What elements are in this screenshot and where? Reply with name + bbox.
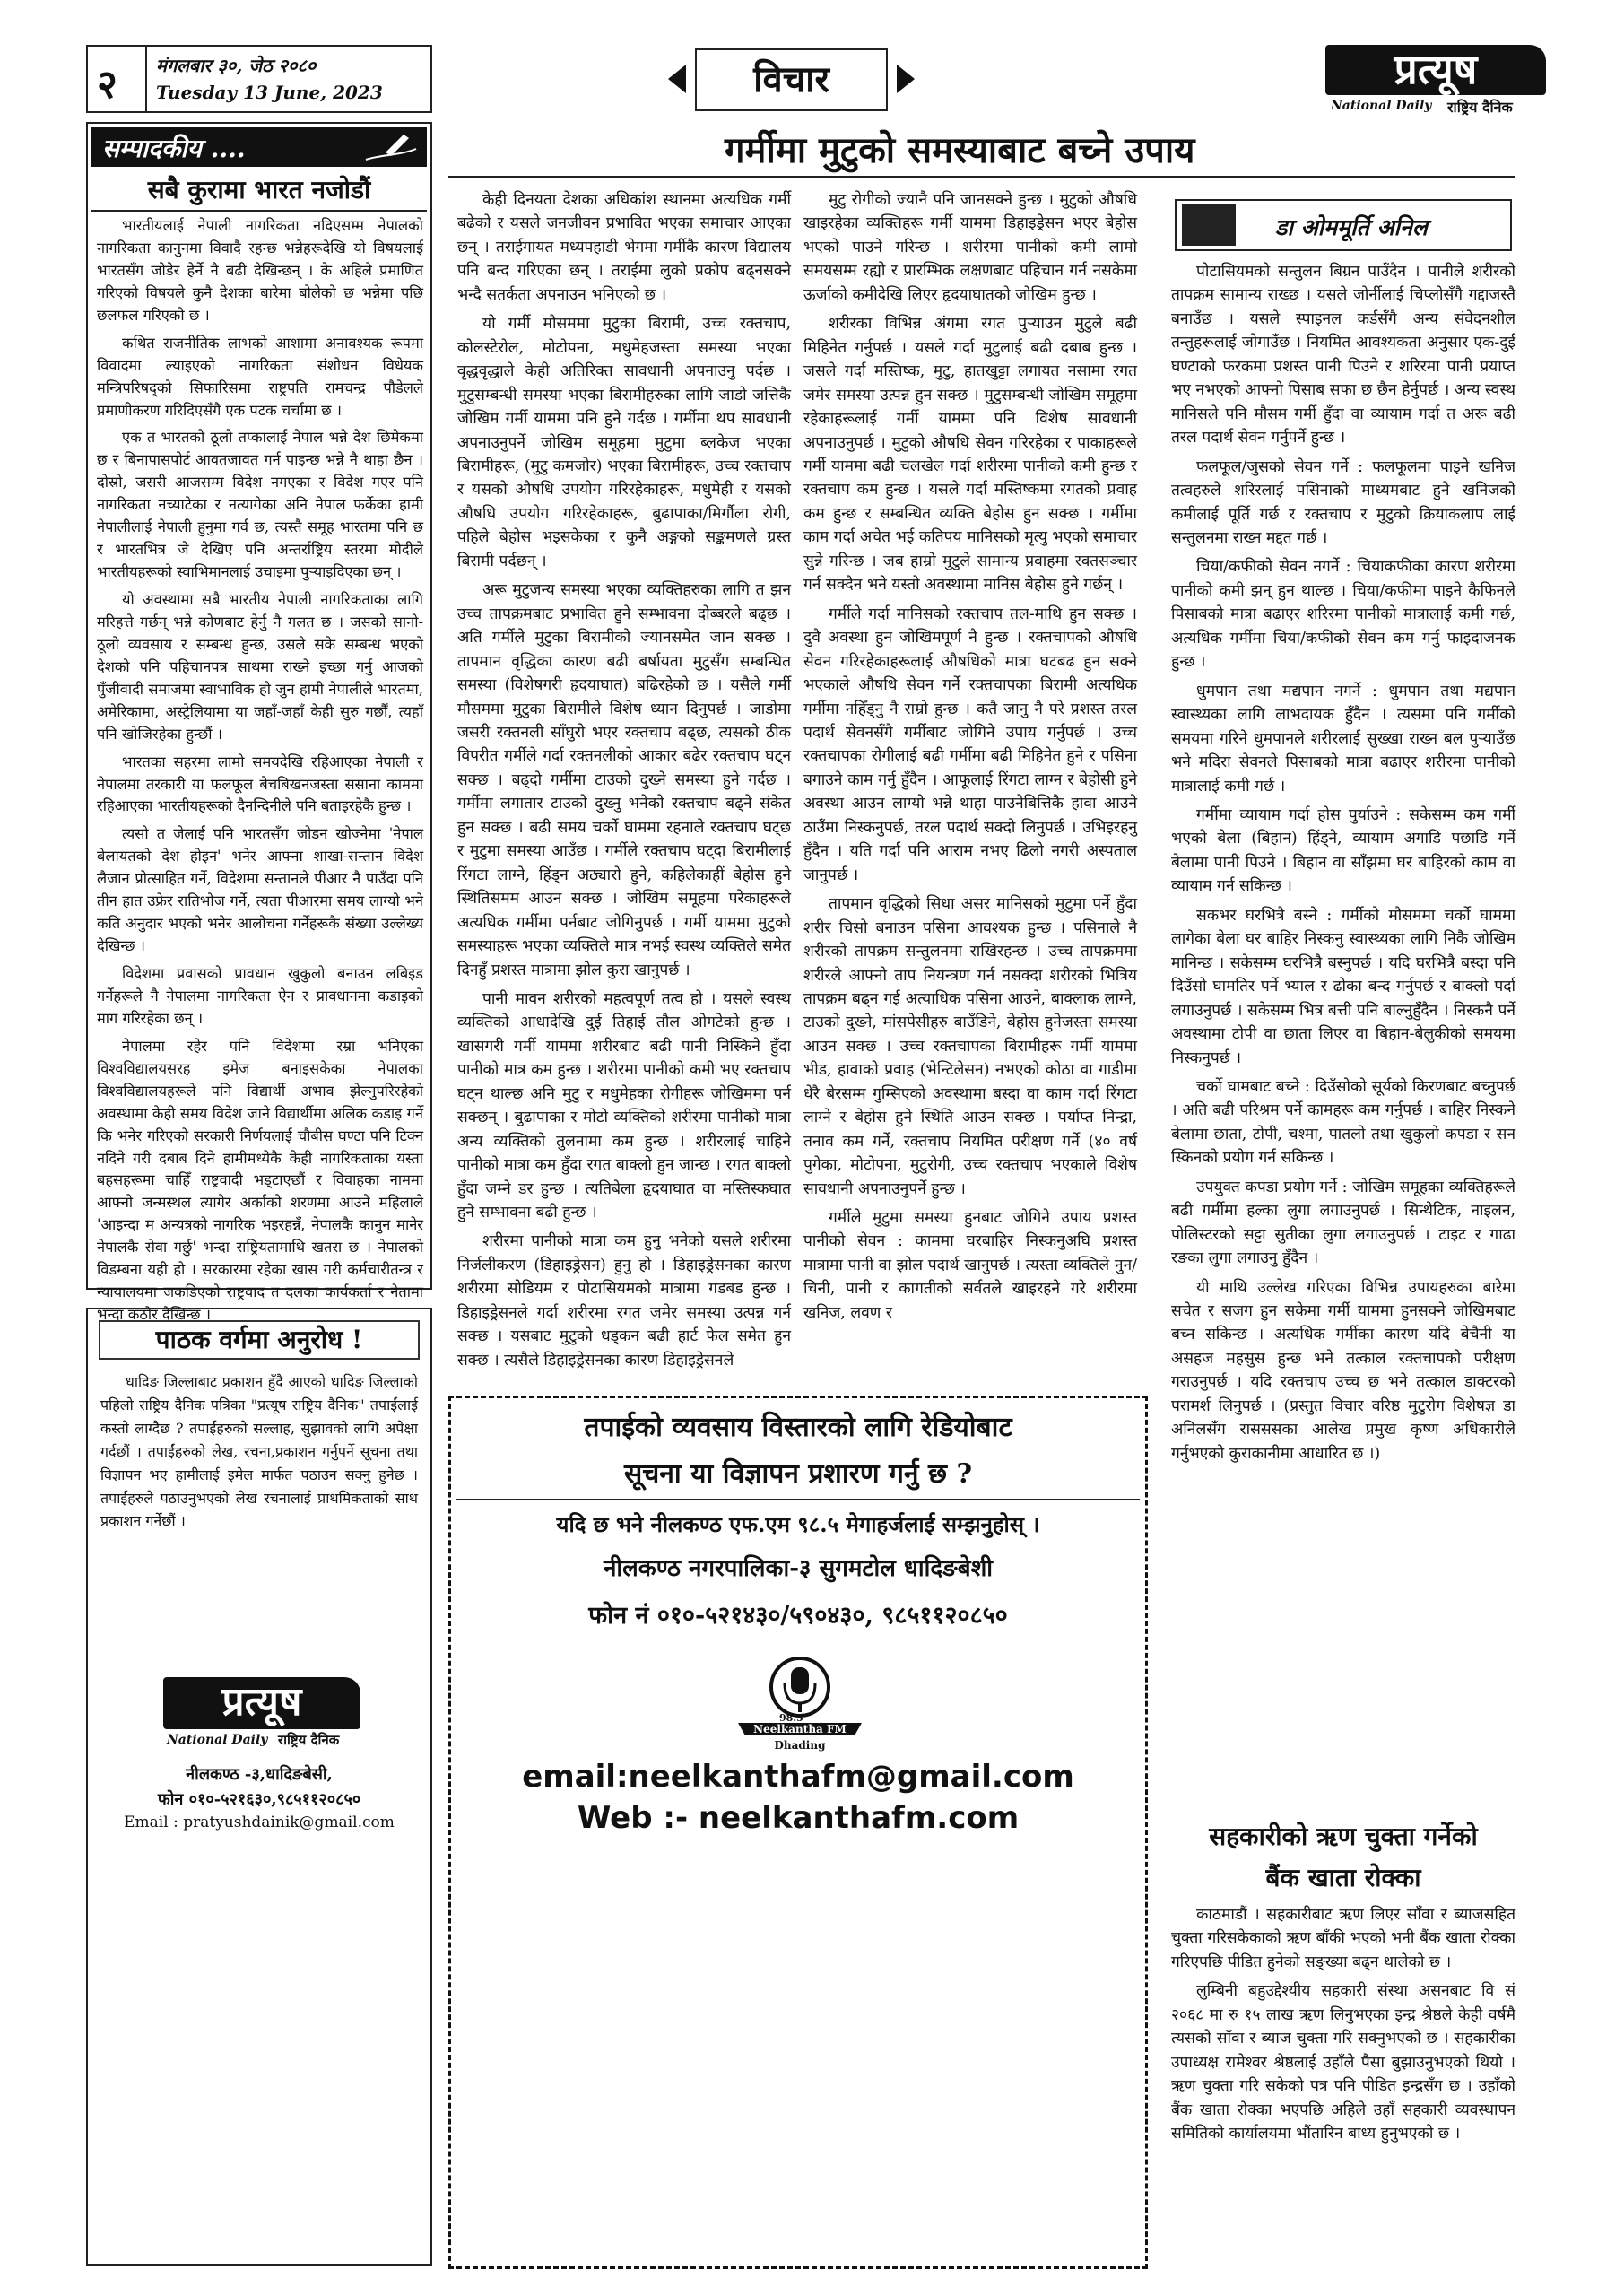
article-paragraph: तापमान वृद्धिको सिधा असर मानिसको मुटुमा पर्ने हुँदा शरीर चिसो बनाउन पसिना आवश्यक हुन्छ । पसिनाले नै शरीरको तापक्रम सन्तुलनमा राखिरहन्छ । उच्च तापक्रममा शरीरले आफ्नो ताप नियन्त्रण गर्न नसक्दा शरीरको भित्रिय तापक्रम बढ्न गई अत्याधिक पसिना आउने, बाक्लाक लाग्ने, टाउको दुख्ने, मांसपेसीहरु बाउँडिने, बेहोस हुनेजस्ता समस्या आउन सक्छ । उच्च रक्तचापका बिरामीहरू गर्मी याममा भीड, हावाको प्रवाह (भेन्टिलेसन) नभएको कोठा वा गाडीमा धेरै बेरसम्म गुम्सिएको अवस्थामा बस्दा वा काम गर्दा रिंगटा लाग्ने र बेहोस हुने स्थिति आउन सक्छ । पर्याप्त निन्द्रा, तनाव कम गर्ने, रक्तचाप नियमित परीक्षण गर्ने (४० वर्ष पुगेका, मोटोपना, मुटुरोगी, उच्च रक्तचाप भएकाले विशेष सावधानी अपनाउनुपर्ने हुन्छ । (803, 895, 1137, 1198)
ad-line-5: फोन नं ०१०-५२१४३०/५९०४३०, ९८५११२०८५० (588, 1602, 1008, 1630)
news-body (1171, 1903, 1515, 2262)
ad-line-4: नीलकण्ठ नगरपालिका-३ सुगमटोल धादिङबेशी (604, 1555, 993, 1582)
reader-notice-email[interactable]: Email : pratyushdainik@gmail.com (124, 1813, 395, 1831)
ad-divider (456, 1499, 1140, 1500)
article-column-3 (1171, 260, 1515, 1813)
ad-line-3: यदि छ भने नीलकण्ठ एफ.एम ९८.५ मेगाहर्जलाई सम्झनुहोस् । (556, 1511, 1040, 1537)
editorial-paragraph: भारतीयलाई नेपाली नागरिकता नदिएसम्म नेपालको नागरिकता कानुनमा विवादै रहन्छ भन्नेहरूदेखि यो विषयलाई भारतसँग जोडेर हेर्ने नै बढी देखिन्छन् । के अहिले प्रमाणित गरिएको विषयले कुनै देशका बारेमा बोलेको छ भन्नेमा पछि छलफल गरिएको छ । (97, 217, 423, 324)
article-paragraph: मुटु रोगीको ज्यानै पनि जानसक्ने हुन्छ । मुटुको औषधि खाइरहेका व्यक्तिहरू गर्मी याममा डिहाइड्रेसन भएर बेहोस भएको पाउने गरिन्छ । शरीरमा पानीको कमी लामो समयसम्म रह्यो र प्रारम्भिक लक्षणबाट पहिचान गर्न नसकेमा ऊर्जाको कमीदेखि लिएर हृदयाघातको जोखिम हुन्छ । (803, 191, 1137, 304)
reader-notice-body (100, 1370, 418, 1666)
editorial-paragraph: एक त भारतको ठूलो तप्कालाई नेपाल भन्ने देश छिमेकमा छ र बिनापासपोर्ट आवतजावत गर्न पाइन्छ भन्ने नै थाहा छैन । दोस्रो, जसरी आजसम्म विदेश नगएका र विदेश गएर पनि नागरिकता नच्याटेका र नत्यागेका अनि नेपाल फर्केका हामी नेपालीलाई नेपाली हुनुमा गर्व छ, त्यस्तै समूह भारतमा पनि छ र भारतभित्र जे देखिए पनि अन्तर्राष्ट्रिय स्तरमा मोदीले भारतीयहरूको स्वाभिमानलाई उचाइमा पुऱ्याइदिएका छन् । (97, 429, 423, 581)
article-paragraph: फलफूल/जुसको सेवन गर्ने : फलफूलमा पाइने खनिज तत्वहरुले शरिरलाई पसिनाको माध्यमबाट हुने खनिजको कमीलाई पूर्ति गर्छ र रक्तचाप र मुटुको क्रियाकलाप लाई सन्तुलनमा राख्न मद्दत गर्छ । (1171, 457, 1515, 547)
editorial-paragraph: भारतका सहरमा लामो समयदेखि रहिआएका नेपाली र नेपालमा तरकारी या फलफूल बेचबिखनजस्ता ससाना काममा रहिआएका भारतीयहरूको दैनन्दिनीले पनि बताइरहेकै हुन्छ । (97, 752, 423, 815)
reader-notice-logo-left-tag: National Daily (167, 1733, 268, 1747)
article-paragraph: पोटासियमको सन्तुलन बिग्रन पाउँदैन । पानीले शरीरको तापक्रम सामान्य राख्छ । यसले जोर्नीलाई चिप्लोसँगै गद्दाजस्तै बनाउँछ । यसले स्पाइनल कर्डसँगै अन्य संवेदनशील तन्तुहरूलाई जोगाउँछ । नियमित आवश्यकता अनुसार एक-दुई घण्टाको फरकमा प्रशस्त पानी पिउने र शरिरमा पानी प्रयाप्त भए नभएको आफ्नो पिसाब सफा छ छैन हेर्नुपर्छ । अन्य स्वस्थ मानिसले पनि मौसम गर्मी हुँदा वा व्यायाम गर्दा त अरू बढी तरल पदार्थ सेवन गर्नुपर्ने हुन्छ । (1171, 263, 1515, 448)
author-photo (1182, 204, 1236, 246)
editorial-paragraph: कथित राजनीतिक लाभको आशामा अनावश्यक रूपमा विवादमा ल्याइएको नागरिकता संशोधन विधेयक मन्त्रिपरिषद्को सिफारिसमा राष्ट्रपति रामचन्द्र पौडेलले प्रमाणीकरण गरिदिएसँगै एक पटक चर्चामा छ । (97, 334, 423, 419)
page-header-box (86, 45, 432, 113)
article-paragraph: गर्मीले गर्दा मानिसको रक्तचाप तल-माथि हुन सक्छ । दुवै अवस्था हुन जोखिमपूर्ण नै हुन्छ । रक्तचापको औषधि सेवन गरिरहेकाहरूलाई औषधिको मात्रा घटबढ हुन सक्ने भएकाले औषधि सेवन गर्ने रक्तचापका बिरामी अत्यधिक गर्मीमा नहिँड्नु नै राम्रो हुन्छ । कतै जानु नै परे प्रशस्त तरल पदार्थ सेवनसँगै गर्मीबाट जोगिने उपाय गर्नुपर्छ । उच्च रक्तचापका रोगीलाई बढी गर्मीमा बढी मिहिनेत हुने र पसिना बगाउने काम गर्नु हुँदैन । आफूलाई रिंगटा लाग्न र बेहोसी हुने अवस्था आउन लाग्यो भन्ने थाहा पाउनेबित्तिकै हावा आउने ठाउँमा निस्कनुपर्छ, तरल पदार्थ सक्दो लिनुपर्छ । उभिइरहनु हुँदैन । यति गर्दा पनि आराम नभए ढिलो नगरी अस्पताल जानुपर्छ । (803, 604, 1137, 884)
article-paragraph: पानी मावन शरीरको महत्वपूर्ण तत्व हो । यसले स्वस्थ व्यक्तिको आधादेखि दुई तिहाई तौल ओगटेको हुन्छ । खासगरी गर्मी याममा शरीरबाट बढी पानी निस्किने हुँदा पानीको मात्र कम हुन्छ । शरीरमा पानीको कमी भए रक्तचाप घट्न थाल्छ अनि मुटु र मधुमेहका रोगीहरू जोखिममा पर्न सक्छन् । बुढापाका र मोटो व्यक्तिको शरीरमा पानीको मात्रा अन्य व्यक्तिको तुलनामा कम हुन्छ । शरीरलाई चाहिने पानीको मात्रा कम हुँदा रगत बाक्लो हुन जान्छ । रगत बाक्लो हुँदा जम्ने डर हुन्छ । त्यतिबेला हृदयाघात वा मस्तिस्कघात हुने सम्भावना बढी हुन्छ । (457, 989, 791, 1222)
section-title-box (695, 48, 888, 111)
editorial-paragraph: विदेशमा प्रवासको प्रावधान खुकुलो बनाउन लबिइड गर्नेहरूले नै नेपालमा नागरिकता ऐन र प्रावधानमा कडाइको माग गरिरहेका छन् । (97, 965, 423, 1027)
reader-notice-title: पाठक वर्गमा अनुरोध ! (155, 1325, 363, 1354)
editorial-banner-label: सम्पादकीय .... (102, 134, 246, 163)
news-paragraph: काठमाडौं । सहकारीबाट ऋण लिएर साँवा र ब्याजसहित चुक्ता गरिसकेकाको ऋण बाँकी भएको भनी बैंक खाता रोक्का गरिएपछि पीडित हुनेको सङ्ख्या बढ्न थालेको छ । (1171, 1906, 1515, 1971)
editorial-paragraph: नेपालमा रहेर पनि विदेशमा रम्रा भनिएका विश्वविद्यालयसरह इमेज बनाइसकेका नेपालका विश्वविद्यालयहरूले पनि विद्यार्थी अभाव झेल्नुपरिरहेको अवस्थामा केही समय विदेश जाने विद्यार्थीमा अलिक कडाइ गर्ने कि भनेर गरिएको सरकारी निर्णयलाई चौबीस घण्टा पनि टिक्न नदिने गरी दबाब दिने हामीमध्येकै केही नागरिकताका यस्ता बहसहरूमा चाहिँ राष्ट्रवादी भड्टाएछौं र विवाहका नाममा आफ्नो जन्मस्थल त्यागेर अर्काको शरणमा आउने महिलाले 'आइन्दा म अन्यत्रको नागरिक भइरहन्नँ, नेपालकै कानुन मानेर नेपालकै सेवा गर्छु' भन्दा राष्ट्रियतामाथि खतरा छ । नेपालको विडम्बना यही हो । सरकारमा रहेका खास गरी कर्मचारीतन्त्र र न्यायालयमा जकडिएको राष्ट्रवाद त दलका कार्यकर्ता र नेतामा भन्दा कठोर देखिन्छ । (97, 1037, 423, 1324)
author-box (1175, 199, 1512, 251)
reader-notice-box (86, 1308, 432, 2266)
article-column-2 (803, 188, 1137, 1387)
neelkantha-fm-logo-freq: 98.5 (779, 1712, 803, 1724)
ad-line-1: तपाईको व्यवसाय विस्तारको लागि रेडियोबाट (584, 1412, 1012, 1443)
page-number: २ (97, 62, 117, 108)
right-arrow-icon (897, 65, 915, 93)
article-column-1 (457, 188, 791, 1387)
article-paragraph: धुमपान तथा मद्यपान नगर्ने : धुमपान तथा मद्यपान स्वास्थ्यका लागि लाभदायक हुँदैन । त्यसमा पनि गर्मीको समयमा गरिने धुमपानले शरीरलाई सुख्खा राख्न बल पुऱ्याउँछ भने मदिरा सेवनले पिसाबको मात्रा बढाएर शरीरमा पानीको मात्रालाई कमी गर्छ । (1171, 682, 1515, 796)
reader-notice-logo-right-tag: राष्ट्रिय दैनिक (278, 1732, 340, 1748)
neelkantha-fm-logo-place: Dhading (774, 1739, 826, 1752)
pen-icon (359, 129, 421, 165)
masthead-logo (1325, 45, 1546, 118)
ad-email[interactable]: email:neelkanthafm@gmail.com (522, 1759, 1074, 1795)
masthead-logo-right-tag: राष्ट्रिय दैनिक (1447, 99, 1513, 116)
date-nepali: मंगलबार ३०, जेठ २०८० (156, 55, 317, 76)
article-paragraph: शरीरका विभिन्न अंगमा रगत पुऱ्याउन मुटुले बढी मिहिनेत गर्नुपर्छ । यसले गर्दा मुटुलाई बढी दबाब हुन्छ । जसले गर्दा मस्तिष्क, मुटु, हातखुट्टा लगायत नसामा रगत जमेर समस्या उत्पन्न हुन सक्छ । मुटुसम्बन्धी जोखिम समूहमा रहेकाहरूलाई गर्मी याममा पनि विशेष सावधानी अपनाउनुपर्छ । मुटुको औषधि सेवन गरिरहेका र पाकाहरूले गर्मी याममा बढी चलखेल गर्दा शरीरमा पानीको कमी हुन्छ र रक्तचाप कम हुन्छ । यसले गर्दा मस्तिष्कमा रगतको प्रवाह कम हुन्छ र सम्बन्धित व्यक्ति बेहोस हुन सक्छ । गर्मीमा काम गर्दा अचेत भई कतिपय मानिसको मृत्यु भएको समाचार सुन्ने गरिन्छ । जब हाम्रो मुटुले सामान्य प्रवाहमा रक्तसञ्चार गर्न सक्दैन भने यस्तो अवस्थामा मानिस बेहोस हुने गर्छन् । (803, 315, 1137, 595)
article-paragraph: यी माथि उल्लेख गरिएका विभिन्न उपायहरुका बारेमा सचेत र सजग हुन सकेमा गर्मी याममा हुनसक्ने जोखिमबाट बच्न सकिन्छ । अत्यधिक गर्मीका कारण यदि बेचैनी या असहज महसुस हुन्छ भने तत्काल रक्तचापको परीक्षण गराउनुपर्छ । यदि रक्तचाप उच्च छ भने तत्काल डाक्टरको परामर्श लिनुपर्छ । (प्रस्तुत विचार वरिष्ठ मुटुरोग विशेषज्ञ डा अनिलसँग रासससका आलेख प्रमुख कृष्ण अधिकारीले गर्नुभएको कुराकानीमा आधारित छ ।) (1171, 1278, 1515, 1463)
article-paragraph: केही दिनयता देशका अधिकांश स्थानमा अत्यधिक गर्मी बढेको र यसले जनजीवन प्रभावित भएका समाचार आएका छन् । तराईगायत मध्यपहाडी भेगमा गर्मीकै कारण विद्यालय पनि बन्द गरिएका छन् । तराईमा लुको प्रकोप बढ्नसक्ने भन्दै सतर्कता अपनाउन भनिएको छ । (457, 191, 791, 304)
article-paragraph: गर्मीमा व्यायाम गर्दा होस पुर्याउने : सकेसम्म कम गर्मी भएको बेला (बिहान) हिंड्ने, व्यायाम अगाडि पछाडि गर्ने बेलामा पानी पिउने । बिहान वा साँझमा घर बाहिरको काम वा व्यायाम गर्न सकिन्छ । (1171, 805, 1515, 896)
editorial-banner (91, 127, 427, 167)
article-paragraph: सकभर घरभित्रै बस्ने : गर्मीको मौसममा चर्को घाममा लागेका बेला घर बाहिर निस्कनु स्वास्थ्यका लागि निकै जोखिम मानिन्छ । सकेसम्म घरभित्रै बस्नुपर्छ । यदि घरभित्रै बस्दा पनि दिउँसो घामतिर पर्ने भ्याल र ढोका बन्द गर्नुपर्छ र बाक्लो पर्दा लगाउनुपर्छ । सकेसम्म भित्र बत्ती पनि बाल्नुहुँदैन । निस्कनै पर्ने अवस्थामा टोपी वा छाता लिएर वा बिहान-बेलुकीको समयमा निस्कनुपर्छ । (1171, 906, 1515, 1067)
reader-notice-logo-name: प्रत्यूष (163, 1677, 360, 1729)
editorial-headline-underline (91, 210, 427, 212)
editorial-paragraph: यो अवस्थामा सबै भारतीय नेपाली नागरिकताका लागि मरिहत्ते गर्छन् भन्ने कोणबाट हेर्नु नै गलत छ । जसको सानो-ठूलो व्यवसाय र सम्बन्ध हुन्छ, उसले सके सम्बन्ध भएको देशको पनि पहिचानपत्र साथमा राख्ने इच्छा गर्नु आजको पुँजीवादी समाजमा स्वाभाविक हो जुन हामी नेपालीले भारतमा, अमेरिकामा, अस्ट्रेलियामा या जहाँ-जहाँ केही सुरु गर्छौं, त्यहाँ पनि खोजिरहेका हुन्छौं । (97, 591, 423, 743)
reader-notice-phone: फोन ०१०-५२१६३०,९८५११२०८५० (157, 1790, 361, 1809)
article-paragraph: अरू मुटुजन्य समस्या भएका व्यक्तिहरुका लागि त झन उच्च तापक्रमबाट प्रभावित हुने सम्भावना दोब्बरले बढ्छ । अति गर्मीले मुटुका बिरामीको ज्यानसमेत जान सक्छ । तापमान वृद्धिका कारण बढी बर्षायता मुटुसँग सम्बन्धित समस्या (विशेषगरी हृदयाघात) बढिरहेको छ । यसैले गर्मी मौसममा मुटुका बिरामीले विशेष ध्यान दिनुपर्छ । जाडोमा जसरी रक्तनली साँघुरो भएर रक्तचाप बढ्छ, त्यसको ठीक विपरीत गर्मीले गर्दा रक्तनलीको आकार बढेर रक्तचाप घट्न सक्छ । बढ्दो गर्मीमा टाउको दुख्ने समस्या हुने गर्दछ । गर्मीमा लगातार टाउको दुख्नु भनेको रक्तचाप बढ्ने संकेत हुन सक्छ । बढी समय चर्को घाममा रहनाले रक्तचाप घट्छ र मुटुमा समस्या आउँछ । गर्मीले रक्तचाप घट्दा बिरामीलाई रिंगटा लाग्ने, हिंड्न अठ्यारो हुने, कहिलेकाहीं बेहोस हुने स्थितिसमम आउन सक्छ । जोखिम समूहमा परेकाहरूले अत्यधिक गर्मीमा पर्नबाट जोगिनुपर्छ । गर्मी याममा मुटुको समस्याहरू भएका व्यक्तिले मात्र नभई स्वस्थ व्यक्तिले समेत दिनहुँ प्रशस्त मात्रामा झोल कुरा खानुपर्छ । (457, 581, 791, 979)
left-arrow-icon (668, 65, 686, 93)
news-paragraph: लुम्बिनी बहुउद्देश्यीय सहकारी संस्था असनबाट वि सं २०६८ मा रु १५ लाख ऋण लिनुभएका इन्द्र श्रेष्ठले केही वर्षमै त्यसको साँवा र ब्याज चुक्ता गरि सक्नुभएको छ । सहकारीका उपाध्यक्ष रामेश्वर श्रेष्ठलाई उहाँले पैसा बुझाउनुभएको थियो । ऋण चुक्ता गरि सकेको पत्र पनि पीडित इन्द्रसँग छ । उहाँको बैंक खाता रोक्का भएपछि अहिले उहाँ सहकारी व्यवस्थापन समितिको कार्यालयमा भौंतारिन बाध्य हुनुभएको छ । (1171, 1982, 1515, 2144)
article-paragraph: शरीरमा पानीको मात्रा कम हुनु भनेको यसले शरीरमा निर्जलीकरण (डिहाइड्रेसन) हुनु हो । डिहाइड्रेसनका कारण शरीरमा सोडियम र पोटासियमको मात्रामा गडबड हुन्छ । डिहाइड्रेसनले गर्दा शरीरमा रगत जमेर समस्या उत्पन्न गर्न सक्छ । यसबाट मुटुको धड्कन बढी हार्ट फेल समेत हुन सक्छ । त्यसैले डिहाइड्रेसनका कारण डिहाइड्रेसनले (457, 1232, 791, 1370)
editorial-paragraph: त्यसो त जेलाई पनि भारतसँग जोडन खोज्नेमा 'नेपाल बेलायतको देश होइन' भनेर आफ्ना शाखा-सन्तान विदेश लैजान प्रोत्साहित गर्ने, विदेशमा सन्तानले पीआर नै पाउँदा पनि तीन हात उफ्रेर रातिभोज गर्ने, त्यता पीआरमा समय लाग्यो भने कति अनुदार भएको भनेर आलोचना गर्नेहरूकै संख्या उल्लेख्य देखिन्छ । (97, 825, 423, 955)
article-paragraph: उपयुक्त कपडा प्रयोग गर्ने : जोखिम समूहका व्यक्तिहरूले बढी गर्मीमा हल्का लुगा लगाउनुपर्छ । सिन्थेटिक, नाइलन, पोलिस्टरको सट्टा सुतीका लुगा लगाउनुपर्छ । टाइट र गाढा रङका लुगा लगाउनु हुँदैन । (1171, 1178, 1515, 1268)
ad-line-2: सूचना या विज्ञापन प्रशारण गर्नु छ ? (623, 1458, 973, 1490)
masthead-logo-name: प्रत्यूष (1325, 45, 1546, 95)
news-headline-line1: सहकारीको ऋण चुक्ता गर्नेको (1209, 1822, 1478, 1851)
radio-advertisement (448, 1396, 1148, 2269)
section-title: विचार (753, 58, 829, 100)
author-name: डा ओममूर्ति अनिल (1275, 214, 1428, 240)
article-headline: गर्मीमा मुटुको समस्याबाट बच्ने उपाय (725, 129, 1195, 171)
reader-notice-title-box (99, 1320, 420, 1360)
editorial-headline: सबै कुरामा भारत नजोडौं (147, 175, 371, 204)
header-divider (145, 47, 147, 111)
date-english: Tuesday 13 June, 2023 (156, 82, 383, 103)
neelkantha-fm-logo-name: Neelkantha FM (753, 1723, 847, 1735)
news-headline-line2: बैंक खाता रोक्का (1265, 1863, 1421, 1892)
ad-website[interactable]: Web :- neelkanthafm.com (577, 1800, 1020, 1836)
article-paragraph: गर्मीले मुटुमा समस्या हुनबाट जोगिने उपाय प्रशस्त पानीको सेवन : काममा घरबाहिर निस्कनुअघि प्रशस्त मात्रामा पानी वा झोल पदार्थ खानुपर्छ । त्यस्ता व्यक्तिले नुन/चिनी, पानी र कागतीको सर्वतले खाइरहने गरे शरीरमा खनिज, लवण र (803, 1209, 1137, 1322)
article-paragraph: यो गर्मी मौसममा मुटुका बिरामी, उच्च रक्तचाप, कोलस्टेरोल, मोटोपना, मधुमेहजस्ता समस्या भएका वृद्धवृद्धाले केही अतिरिक्त सावधानी अपनाउनु पर्दछ । मुटुसम्बन्धी समस्या भएका बिरामीहरुका लागि जाडो जत्तिकै जोखिम गर्मी याममा पनि हुने गर्दछ । गर्मीमा थप सावधानी अपनाउनुपर्ने जोखिम समूहमा मुटुमा ब्लकेज भएका बिरामीहरू, (मुटु कमजोर) भएका बिरामीहरू, उच्च रक्तचाप र यसको औषधि उपयोग गरिरहेकाहरू, मधुमेही र यसको औषधि उपयोग गरिरहेकाहरू, बुढापाका/मिर्गौला रोगी, पहिले बेहोस भइसकेका र कुनै अङ्गको सङ्कमणले ग्रस्त बिरामी पर्दछन् । (457, 315, 791, 570)
reader-notice-address: नीलकण्ठ -३,धादिङबेसी, (186, 1765, 333, 1784)
reader-notice-paragraph: धादिङ जिल्लाबाट प्रकाशन हुँदै आएको धादिङ जिल्लाको पहिलो राष्ट्रिय दैनिक पत्रिका "प्रत्यूष राष्ट्रिय दैनिक" तपाईंलाई कस्तो लाग्दैछ ? तपाईंहरुको सल्लाह, सुझावको लागि अपेक्षा गर्दछौं । तपाईंहरुको लेख, रचना,प्रकाशन गर्नुपर्ने सूचना तथा विज्ञापन भए हामीलाई इमेल मार्फत पठाउन सक्नु हुनेछ । तपाईंहरुले पठाउनुभएको लेख रचनालाई प्राथमिकताको साथ प्रकाशन गर्नेछौं । (100, 1373, 418, 1530)
editorial-box (86, 122, 432, 1324)
masthead-logo-left-tag: National Daily (1331, 99, 1432, 113)
editorial-body (97, 215, 423, 1324)
article-headline-rule (448, 176, 1515, 178)
article-paragraph: चिया/कफीको सेवन नगर्ने : चियाकफीका कारण शरीरमा पानीको कमी झन् हुन थाल्छ । चिया/कफीमा पाइने कैफिनले पिसाबको मात्रा बढाएर शरिरमा पानीको मात्रालाई कमी गर्छ, अत्यधिक गर्मीमा चिया/कफीको सेवन कम गर्नु फाइदाजनक हुन्छ । (1171, 558, 1515, 672)
article-paragraph: चर्को घामबाट बच्ने : दिउँसोको सूर्यको किरणबाट बच्नुपर्छ । अति बढी परिश्रम पर्ने कामहरू कम गर्नुपर्छ । बाहिर निस्कने बेलामा छाता, टोपी, चश्मा, पातलो तथा खुकुलो कपडा र सन स्किनको प्रयोग गर्न सकिन्छ । (1171, 1077, 1515, 1168)
